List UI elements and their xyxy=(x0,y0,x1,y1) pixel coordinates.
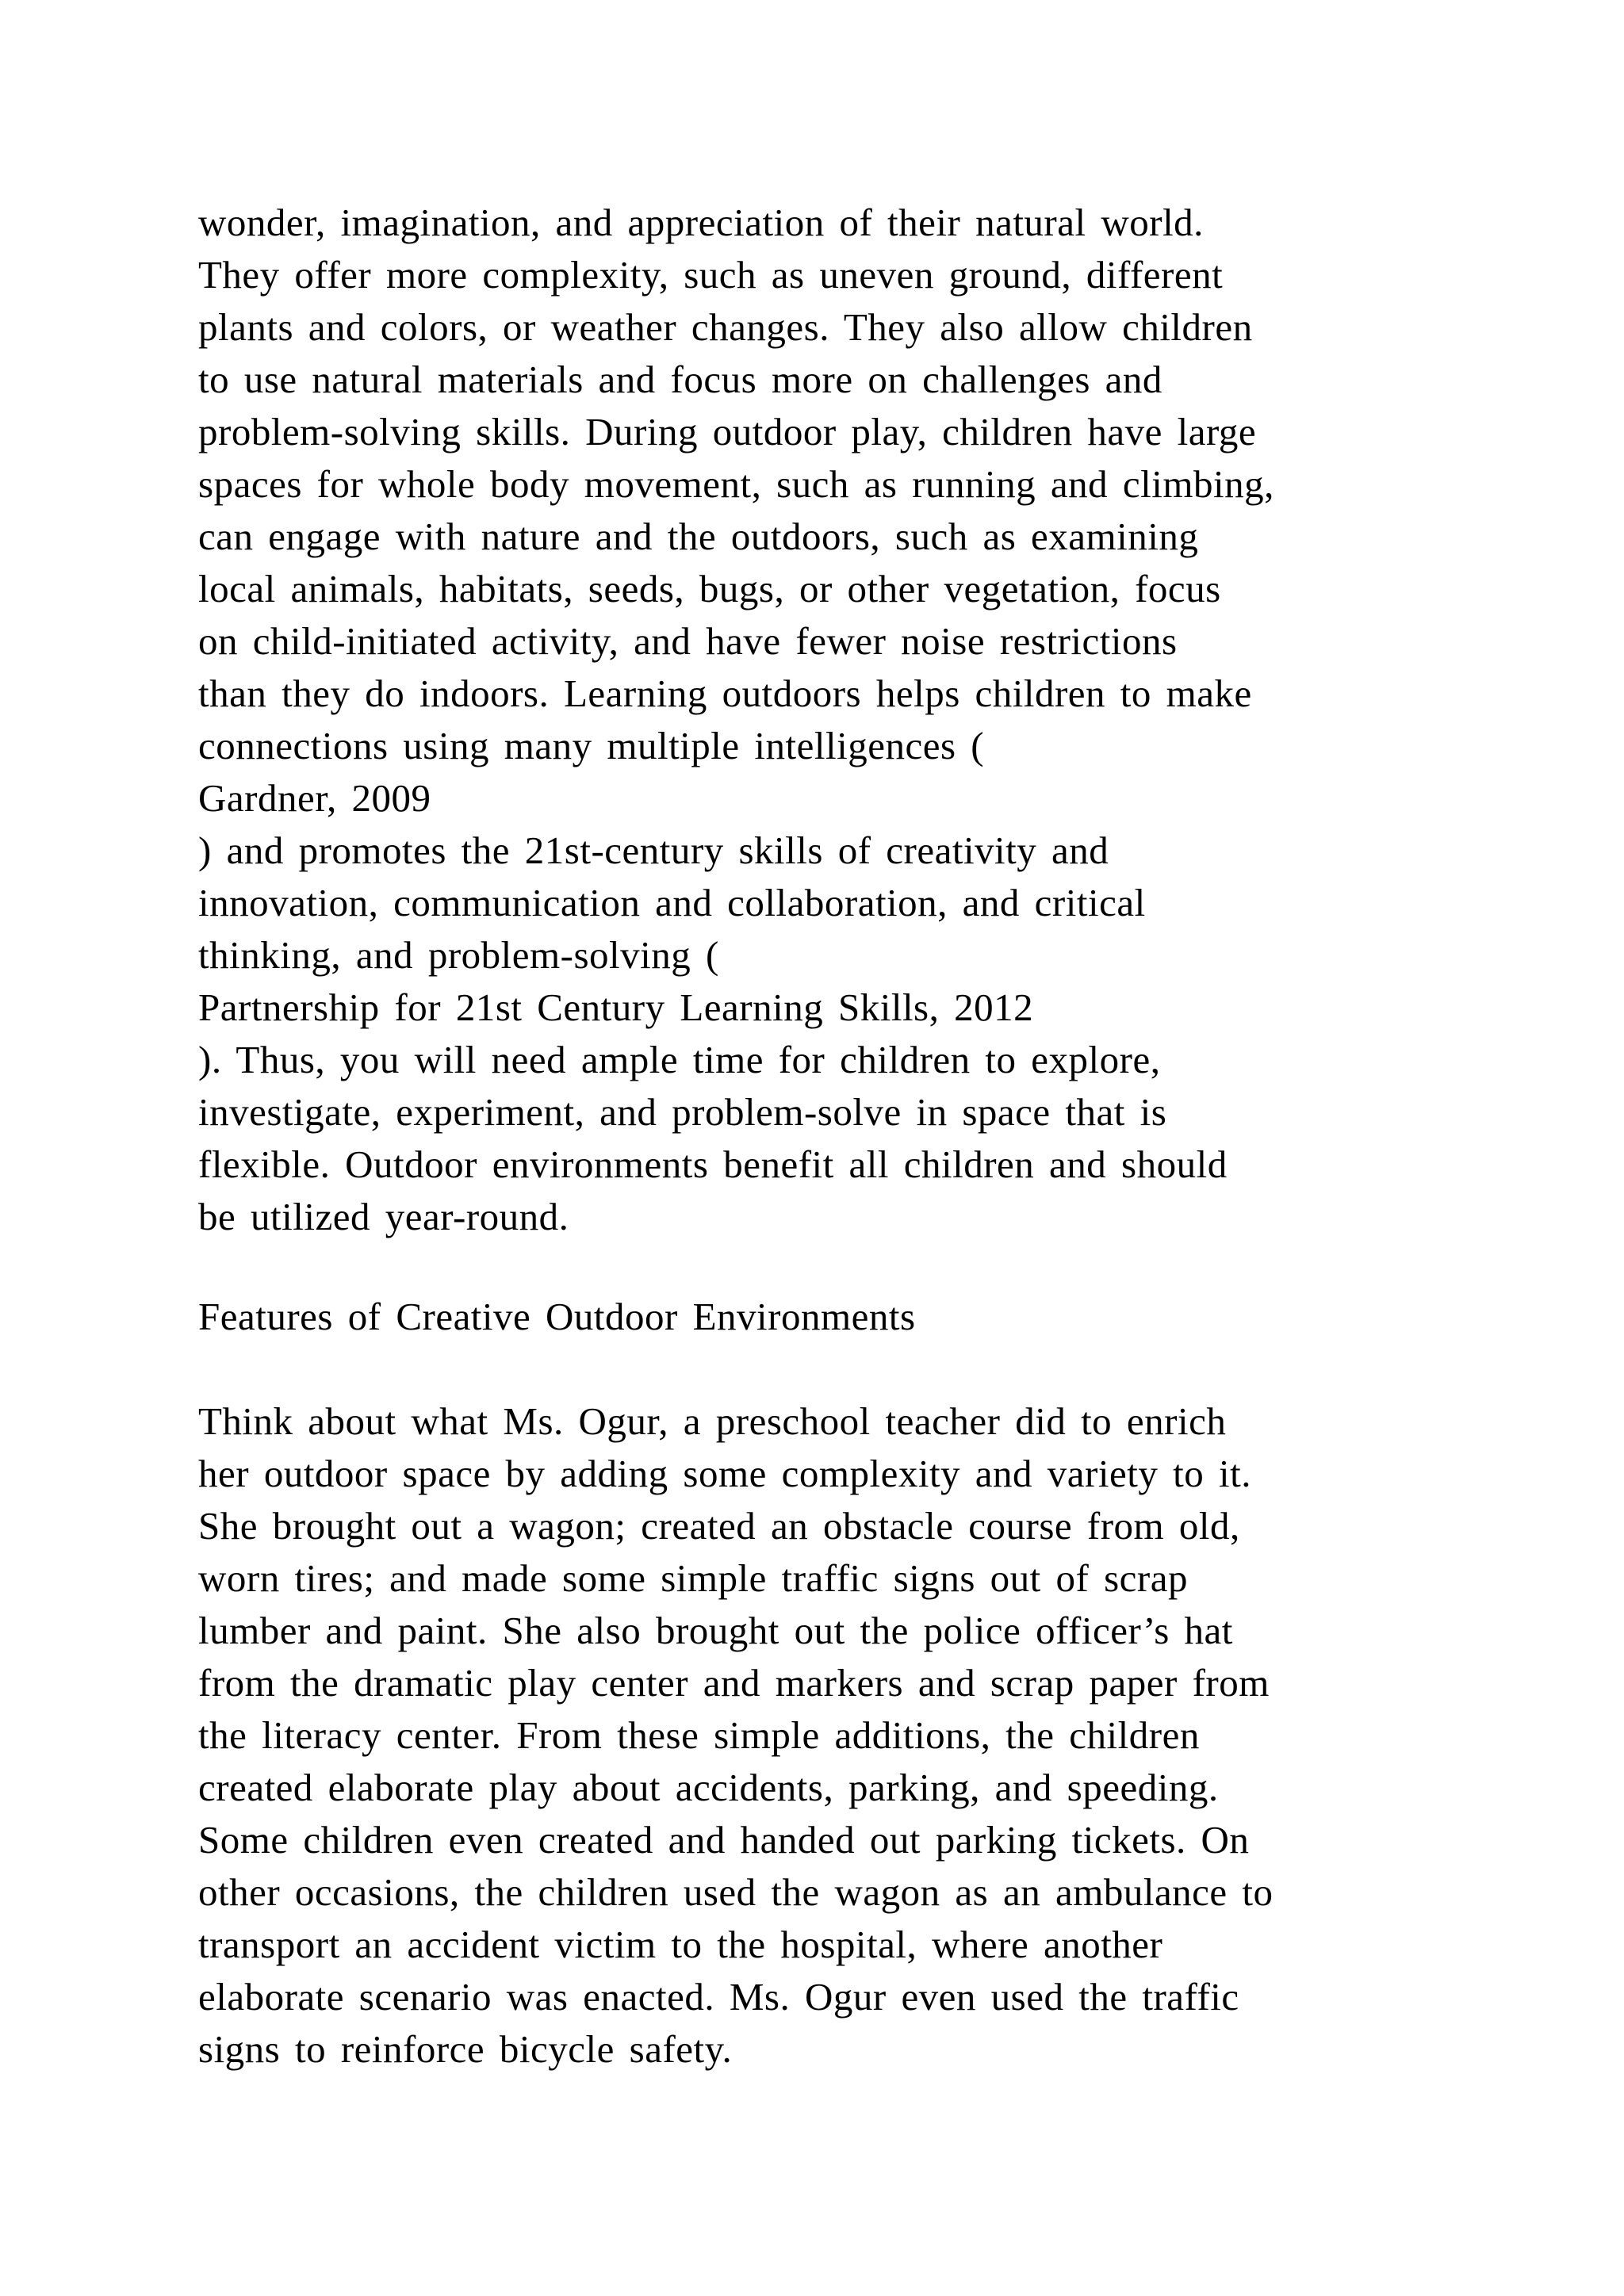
text-line: to use natural materials and focus more on challenges and xyxy=(198,358,1162,401)
text-line: innovation, communication and collaboration, and critical xyxy=(198,881,1146,924)
citation-partnership: Partnership for 21st Century Learning Skills, 2012 xyxy=(198,985,1034,1029)
text-line: be utilized year-round. xyxy=(198,1195,569,1238)
text-line: spaces for whole body movement, such as running and climbing, xyxy=(198,462,1274,506)
text-line: lumber and paint. She also brought out the police officer’s hat xyxy=(198,1609,1233,1652)
text-line: Think about what Ms. Ogur, a preschool teacher did to enrich xyxy=(198,1399,1227,1443)
text-line: created elaborate play about accidents, parking, and speeding. xyxy=(198,1766,1219,1809)
text-line: wonder, imagination, and appreciation of their natural world. xyxy=(198,201,1204,244)
text-line: She brought out a wagon; created an obstacle course from old, xyxy=(198,1504,1240,1548)
text-line: can engage with nature and the outdoors, such as examining xyxy=(198,515,1199,558)
text-line: elaborate scenario was enacted. Ms. Ogur even used the traffic xyxy=(198,1975,1239,2019)
text-line: transport an accident victim to the hospital, where another xyxy=(198,1923,1163,1966)
text-line: local animals, habitats, seeds, bugs, or other vegetation, focus xyxy=(198,567,1221,610)
text-line: from the dramatic play center and markers and scrap paper from xyxy=(198,1661,1270,1705)
paragraph-outdoor-benefits xyxy=(198,197,1546,1243)
text-line: thinking, and problem-solving ( xyxy=(198,933,719,977)
text-line: ) and promotes the 21st-century skills of creativity and xyxy=(198,828,1109,872)
text-line: on child-initiated activity, and have fewer noise restrictions xyxy=(198,619,1178,663)
text-line: investigate, experiment, and problem-solve in space that is xyxy=(198,1090,1167,1134)
text-line: flexible. Outdoor environments benefit all children and should xyxy=(198,1142,1228,1186)
section-heading-text: Features of Creative Outdoor Environments xyxy=(198,1295,916,1338)
text-line: Some children even created and handed out parking tickets. On xyxy=(198,1818,1250,1862)
text-line: plants and colors, or weather changes. They also allow children xyxy=(198,305,1253,349)
text-line: other occasions, the children used the wagon as an ambulance to xyxy=(198,1870,1274,1914)
text-line: the literacy center. From these simple additions, the children xyxy=(198,1713,1200,1757)
text-line: than they do indoors. Learning outdoors helps children to make xyxy=(198,672,1252,715)
text-line: ). Thus, you will need ample time for children to explore, xyxy=(198,1038,1161,1081)
text-line: worn tires; and made some simple traffic signs out of scrap xyxy=(198,1556,1188,1600)
citation-gardner: Gardner, 2009 xyxy=(198,776,431,820)
text-line: her outdoor space by adding some complexity and variety to it. xyxy=(198,1452,1251,1495)
text-line: They offer more complexity, such as uneven ground, different xyxy=(198,253,1224,297)
section-heading xyxy=(198,1291,1546,1343)
text-line: signs to reinforce bicycle safety. xyxy=(198,2027,733,2071)
paragraph-ms-ogur-example xyxy=(198,1395,1546,2076)
text-line: problem-solving skills. During outdoor play, children have large xyxy=(198,410,1257,453)
text-line: connections using many multiple intelligences ( xyxy=(198,724,985,767)
